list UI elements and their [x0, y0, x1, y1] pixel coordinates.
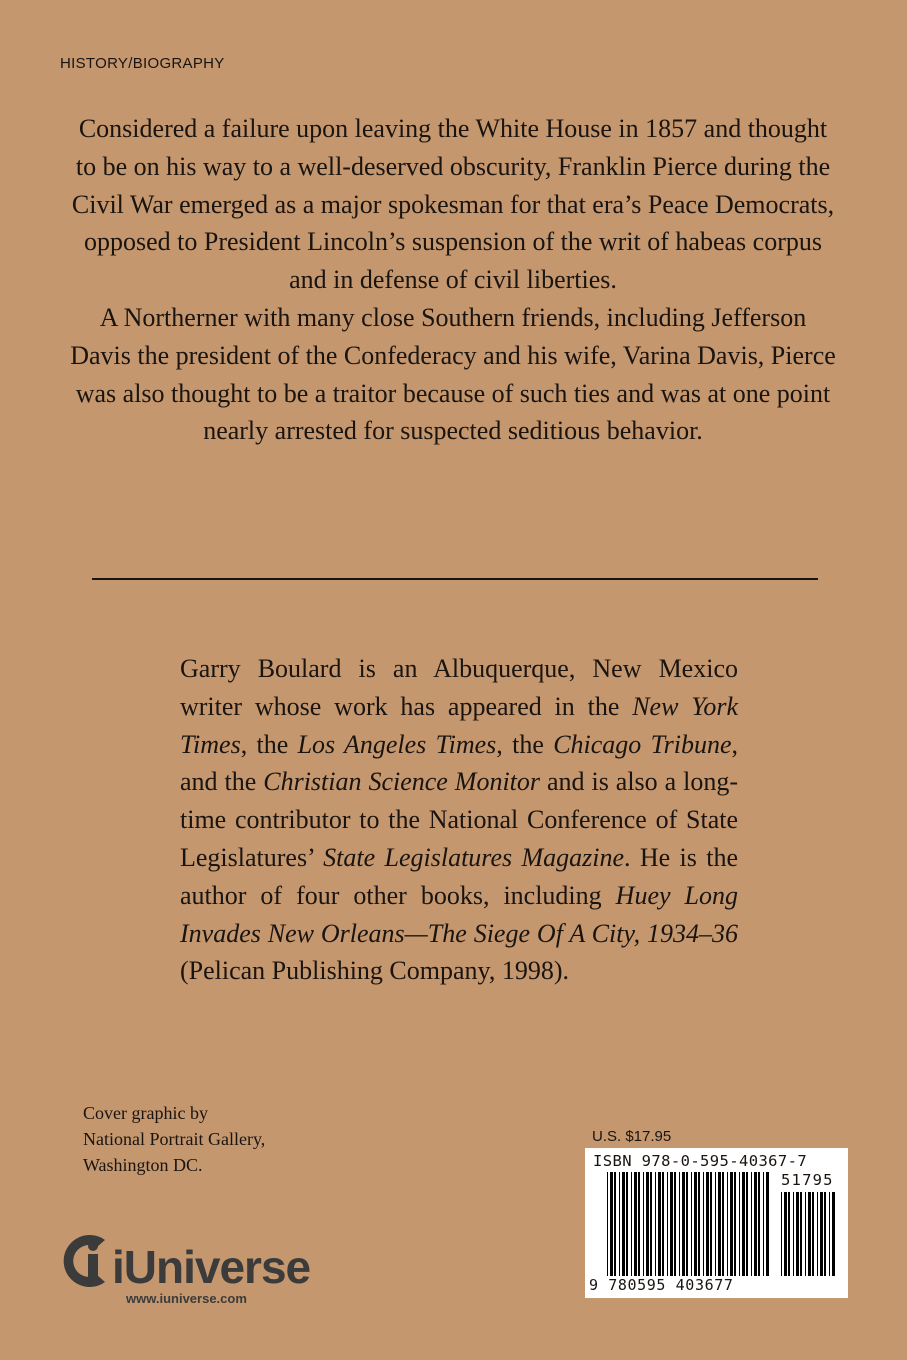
bio-publication: State Legislatures Magazine [323, 842, 624, 872]
bio-text: and is also a long-time contributor to the National Conference of State Legislatures’ [180, 767, 739, 872]
book-blurb [70, 110, 836, 450]
credit-line: National Portrait Gallery, [83, 1129, 266, 1149]
isbn-number: ISBN 978-0-595-40367-7 [593, 1152, 808, 1170]
bio-text: . He is the author of four other books, including [180, 842, 738, 910]
bio-publication: Los Angeles Times [297, 729, 497, 759]
bio-text: Garry Boulard is an Albuquerque, New Mexico writer whose work has appeared in the [180, 654, 738, 721]
bio-text: (Pelican Publishing Company, 1998). [180, 956, 570, 986]
bio-text: , the [496, 729, 554, 759]
author-bio [180, 650, 738, 990]
price-label: U.S. $17.95 [592, 1128, 672, 1145]
credit-line: Cover graphic by [83, 1103, 208, 1123]
publisher-url: www.iuniverse.com [126, 1291, 247, 1306]
cover-credit [83, 1100, 265, 1178]
blurb-paragraph-2: A Northerner with many close Southern friends, including Jefferson Davis the president of the Confederacy and his wife, Varina Davis, Pierce was also thought to be a traitor because of such ties and was at one point nearly arrested for suspected seditious behavior. [70, 302, 836, 446]
ean-number: 9 780595 403677 [589, 1276, 734, 1294]
iuniverse-logo-icon [55, 1230, 115, 1292]
divider-rule [92, 578, 818, 580]
bio-text: , and the [180, 729, 739, 797]
price-addon-number: 51795 [781, 1171, 834, 1189]
ean-barcode-bars [607, 1172, 771, 1276]
bio-publication: New York Times [180, 691, 738, 759]
blurb-paragraph-1: Considered a failure upon leaving the White House in 1857 and thought to be on his way to a well-deserved obscurity, Franklin Pierce during the Civil War emerged as a major spokesman for that era’s Peace Democrats, opposed to President Lincoln’s suspension of the writ of habeas corpus and in defense of civil liberties. [71, 114, 835, 295]
addon-barcode-bars [781, 1192, 837, 1276]
category-label: HISTORY/BIOGRAPHY [60, 55, 225, 72]
barcode [585, 1148, 848, 1298]
publisher-logo-wordmark: iUniverse [112, 1241, 311, 1293]
bio-text: , the [240, 729, 298, 759]
bio-publication: Chicago Tribune [553, 729, 732, 759]
bio-book-title: Huey Long Invades New Orleans—The Siege Of A City, 1934–36 [180, 880, 738, 948]
credit-line: Washington DC. [83, 1155, 203, 1175]
bio-publication: Christian Science Monitor [263, 767, 541, 797]
